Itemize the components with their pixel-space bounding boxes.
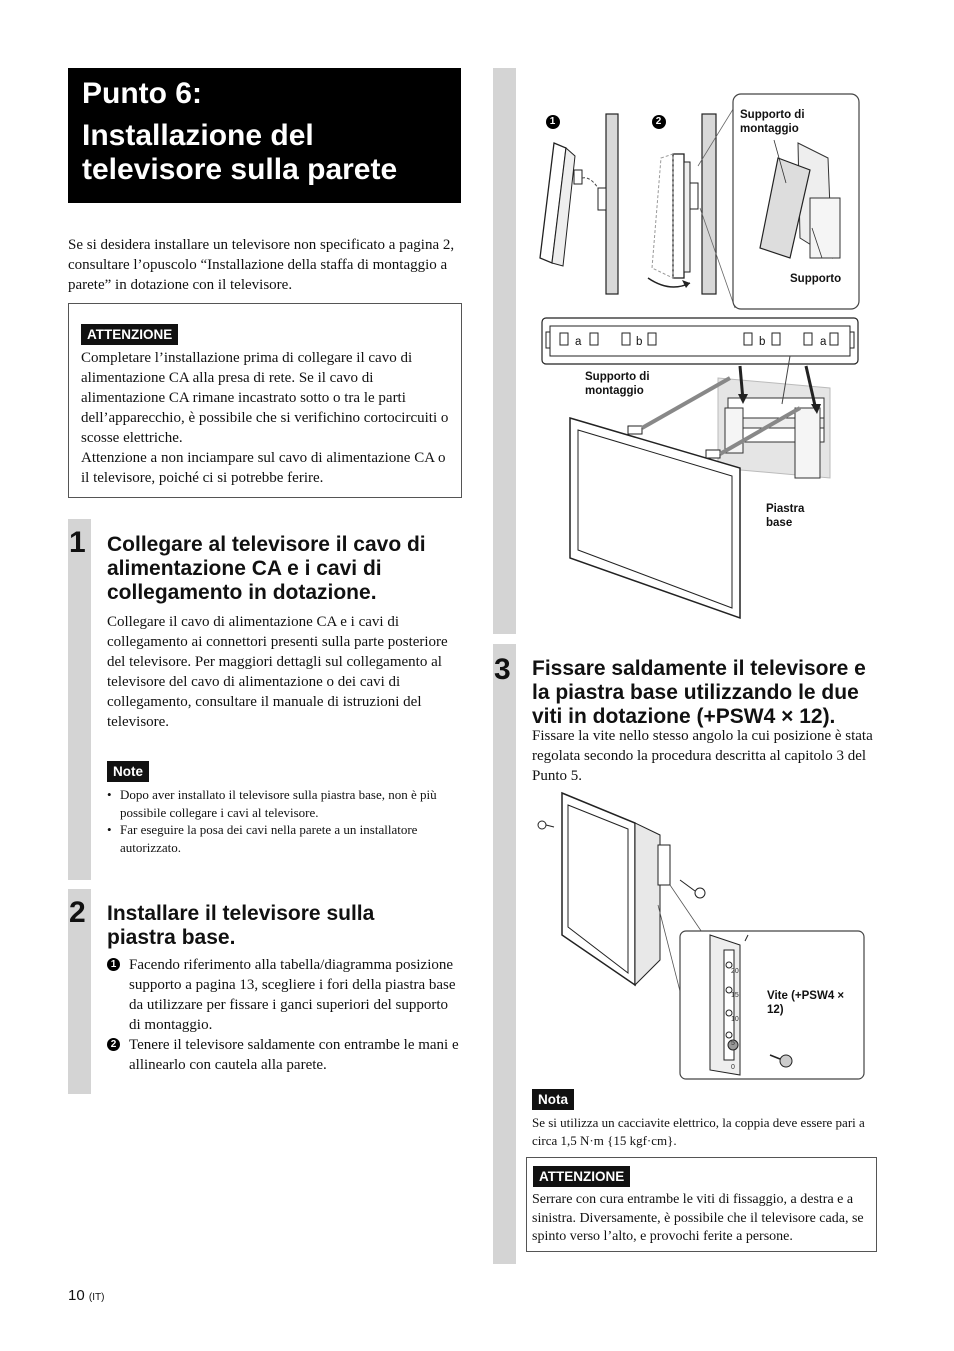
ruler-scale: 20 15 10 5 0 bbox=[731, 968, 739, 1071]
step3-heading: Fissare saldamente il televisore e la piastra base utilizzando le due viti in dotazione (+PSW4 × 12). bbox=[532, 657, 866, 728]
page-number: 10 bbox=[68, 1287, 85, 1304]
screw-diagram bbox=[530, 785, 870, 1085]
step3-text: Fissare la vite nello stesso angolo la cui posizione è stata regolata secondo la procedura descritta al capitolo 3 del Punto 5. bbox=[532, 728, 873, 784]
step3-note-badge: Nota bbox=[532, 1089, 574, 1110]
figure-marker-1: 1 bbox=[549, 116, 556, 127]
page-lang: (IT) bbox=[88, 1292, 105, 1303]
step1-notes bbox=[107, 786, 457, 856]
step3-bar bbox=[493, 644, 516, 1264]
label-mount-bracket: Supporto di montaggio bbox=[740, 109, 805, 135]
step2-number: 2 bbox=[69, 896, 86, 929]
label-mount-bracket-2: Supporto di montaggio bbox=[585, 371, 650, 397]
intro-paragraph: Se si desidera installare un televisore non specificato a pagina 2, consultare l’opuscolo “Installazione della staffa di montaggio a parete” in dotazione con il televisore. bbox=[68, 237, 455, 293]
screw-icon bbox=[695, 888, 705, 898]
bar-label-b2: b bbox=[759, 336, 766, 348]
step2-marker-2: 2 bbox=[107, 1038, 120, 1051]
label-support: Supporto bbox=[790, 273, 842, 285]
page-title-line1: Punto 6: bbox=[82, 77, 202, 110]
note-item: • Far eseguire la posa dei cavi nella parete a un installatore autorizzato. bbox=[107, 821, 457, 856]
step2-item1: Facendo riferimento alla tabella/diagramma posizione supporto a pagina 13, scegliere i fori della piastra base da utilizzare per fissare i ganci superiori del supporto di montaggio. bbox=[129, 957, 456, 1033]
screw-icon bbox=[538, 821, 546, 829]
attention-text-3: Serrare con cura entrambe le viti di fissaggio, a destra e a sinistra. Diversamente, è possibile che il televisore cada, se spinto verso l’alto, e provochi ferite a persone. bbox=[532, 1192, 864, 1244]
attention-badge-2: ATTENZIONE bbox=[533, 1166, 630, 1187]
attention-badge: ATTENZIONE bbox=[81, 324, 178, 345]
note-item: • Dopo aver installato il televisore sulla piastra base, non è più possibile collegare i cavi al televisore. bbox=[107, 786, 457, 821]
figure-marker-2: 2 bbox=[655, 116, 662, 127]
page-title-line2: Installazione del televisore sulla parete bbox=[82, 119, 398, 186]
attention-box bbox=[68, 303, 462, 498]
step1-heading: Collegare al televisore il cavo di alimentazione CA e i cavi di collegamento in dotazione. bbox=[107, 533, 426, 604]
step1-note-badge: Note bbox=[107, 761, 149, 782]
label-base-plate: Piastra base bbox=[766, 503, 805, 529]
bar-label-b1: b bbox=[636, 336, 643, 348]
label-screw: Vite (+PSW4 × 12) bbox=[767, 990, 845, 1016]
mounting-diagram bbox=[530, 88, 870, 633]
step2-figure-bar bbox=[493, 68, 516, 634]
step3-number: 3 bbox=[494, 653, 511, 686]
step2-item2: Tenere il televisore saldamente con entrambe le mani e allinearlo con cautela alla parete. bbox=[129, 1037, 459, 1073]
step1-text: Collegare il cavo di alimentazione CA e i cavi di collegamento ai connettori presenti sulla parte posteriore del televisore. Per maggiori dettagli sul collegamento al televisore del cavo di alimentazione o dei cavi di collegamento, consultare il manuale di istruzioni del televisore. bbox=[107, 614, 448, 730]
step2-marker-1: 1 bbox=[107, 958, 120, 971]
attention-box-2 bbox=[526, 1157, 877, 1252]
screw-icon bbox=[780, 1055, 792, 1067]
attention-text-1: Completare l’installazione prima di collegare il cavo di alimentazione CA alla presa di rete. Se il cavo di alimentazione CA rimane incastrato sotto o tra le parti dell’apparecchio, è possibile che si verifichino cortocircuiti o scosse elettriche. bbox=[81, 350, 449, 446]
step1-bar bbox=[68, 519, 91, 880]
attention-text-2: Attenzione a non inciampare sul cavo di alimentazione CA o il televisore, poiché ci si potrebbe ferire. bbox=[81, 450, 446, 486]
step1-number: 1 bbox=[69, 526, 86, 559]
page-footer bbox=[68, 1287, 104, 1304]
bar-label-a1: a bbox=[575, 336, 582, 348]
page-title-block bbox=[68, 68, 461, 203]
step2-heading: Installare il televisore sulla piastra base. bbox=[107, 902, 375, 949]
step3-note-text: Se si utilizza un cacciavite elettrico, la coppia deve essere pari a circa 1,5 N·m {15 kgf·cm}. bbox=[532, 1115, 865, 1148]
bar-label-a2: a bbox=[820, 336, 827, 348]
